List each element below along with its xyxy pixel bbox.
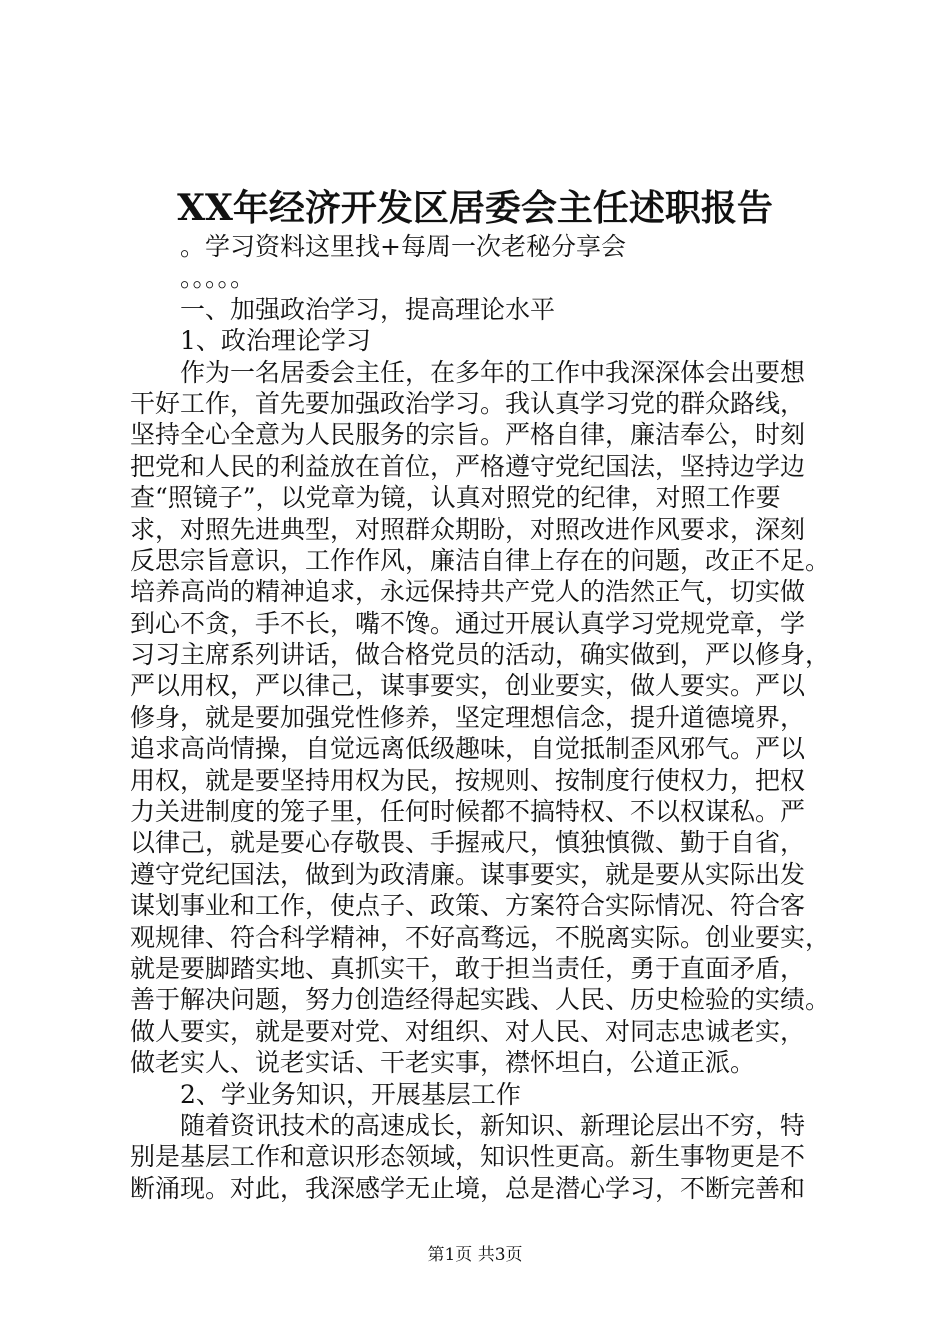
- body-line: 就是要脚踏实地、真抓实干，敢于担当责任，勇于直面矛盾，: [130, 953, 806, 983]
- page-footer: 第1页 共3页: [427, 1245, 523, 1265]
- body-line: 习习主席系列讲话，做合格党员的活动，确实做到，严以修身，: [130, 640, 831, 670]
- body-line: 做人要实，就是要对党、对组织、对人民、对同志忠诚老实，: [130, 1016, 806, 1046]
- body-line: 反思宗旨意识，工作作风，廉洁自律上存在的问题，改正不足。: [130, 545, 831, 575]
- body-line: 把党和人民的利益放在首位，严格遵守党纪国法，坚持边学边: [130, 451, 806, 481]
- body-line: 以律己，就是要心存敬畏、手握戒尺，慎独慎微、勤于自省，: [130, 828, 806, 858]
- body-line: 到心不贪，手不长，嘴不馋。通过开展认真学习党规党章，学: [130, 608, 806, 638]
- body-line: 严以用权，严以律己，谋事要实，创业要实，做人要实。严以: [130, 671, 806, 701]
- body-line: 做老实人、说老实话、干老实事，襟怀坦白，公道正派。: [130, 1048, 756, 1078]
- body-line: 2、学业务知识，开展基层工作: [180, 1079, 521, 1109]
- body-line: 查“照镜子”，以党章为镜，认真对照党的纪律，对照工作要: [130, 483, 781, 513]
- document-body: [130, 208, 830, 1204]
- body-line: 求，对照先进典型，对照群众期盼，对照改进作风要求，深刻: [130, 514, 806, 544]
- body-line: 谋划事业和工作，使点子、政策、方案符合实际情况、符合客: [130, 891, 806, 921]
- body-line: 遵守党纪国法，做到为政清廉。谋事要实，就是要从实际出发: [130, 859, 806, 889]
- body-line: 观规律、符合科学精神，不好高骛远，不脱离实际。创业要实，: [130, 922, 831, 952]
- body-line: 用权，就是要坚持用权为民，按规则、按制度行使权力，把权: [130, 765, 806, 795]
- body-line: 。学习资料这里找+每周一次老秘分享会: [180, 232, 626, 261]
- body-line: 追求高尚情操，自觉远离低级趣味，自觉抵制歪风邪气。严以: [130, 734, 806, 764]
- body-line: 力关进制度的笼子里，任何时候都不搞特权、不以权谋私。严: [130, 797, 806, 827]
- body-line: 坚持全心全意为人民服务的宗旨。严格自律，廉洁奉公，时刻: [130, 420, 806, 450]
- body-line: 断涌现。对此，我深感学无止境，总是潜心学习，不断完善和: [130, 1173, 806, 1203]
- body-line: 干好工作，首先要加强政治学习。我认真学习党的群众路线，: [130, 388, 806, 418]
- body-line: 一、加强政治学习，提高理论水平: [180, 294, 556, 324]
- body-line: 1、政治理论学习: [180, 326, 371, 356]
- body-line: 培养高尚的精神追求，永远保持共产党人的浩然正气，切实做: [130, 577, 806, 607]
- body-line: 作为一名居委会主任，在多年的工作中我深深体会出要想: [180, 357, 806, 387]
- body-line: 善于解决问题，努力创造经得起实践、人民、历史检验的实绩。: [130, 985, 831, 1015]
- body-line: 修身，就是要加强党性修养，坚定理想信念，提升道德境界，: [130, 702, 806, 732]
- body-line: 随着资讯技术的高速成长，新知识、新理论层出不穷，特: [180, 1110, 806, 1140]
- document-title: XX年经济开发区居委会主任述职报告: [177, 187, 773, 229]
- body-line: 。。。。。: [180, 263, 256, 293]
- body-line: 别是基层工作和意识形态领域，知识性更高。新生事物更是不: [130, 1142, 806, 1172]
